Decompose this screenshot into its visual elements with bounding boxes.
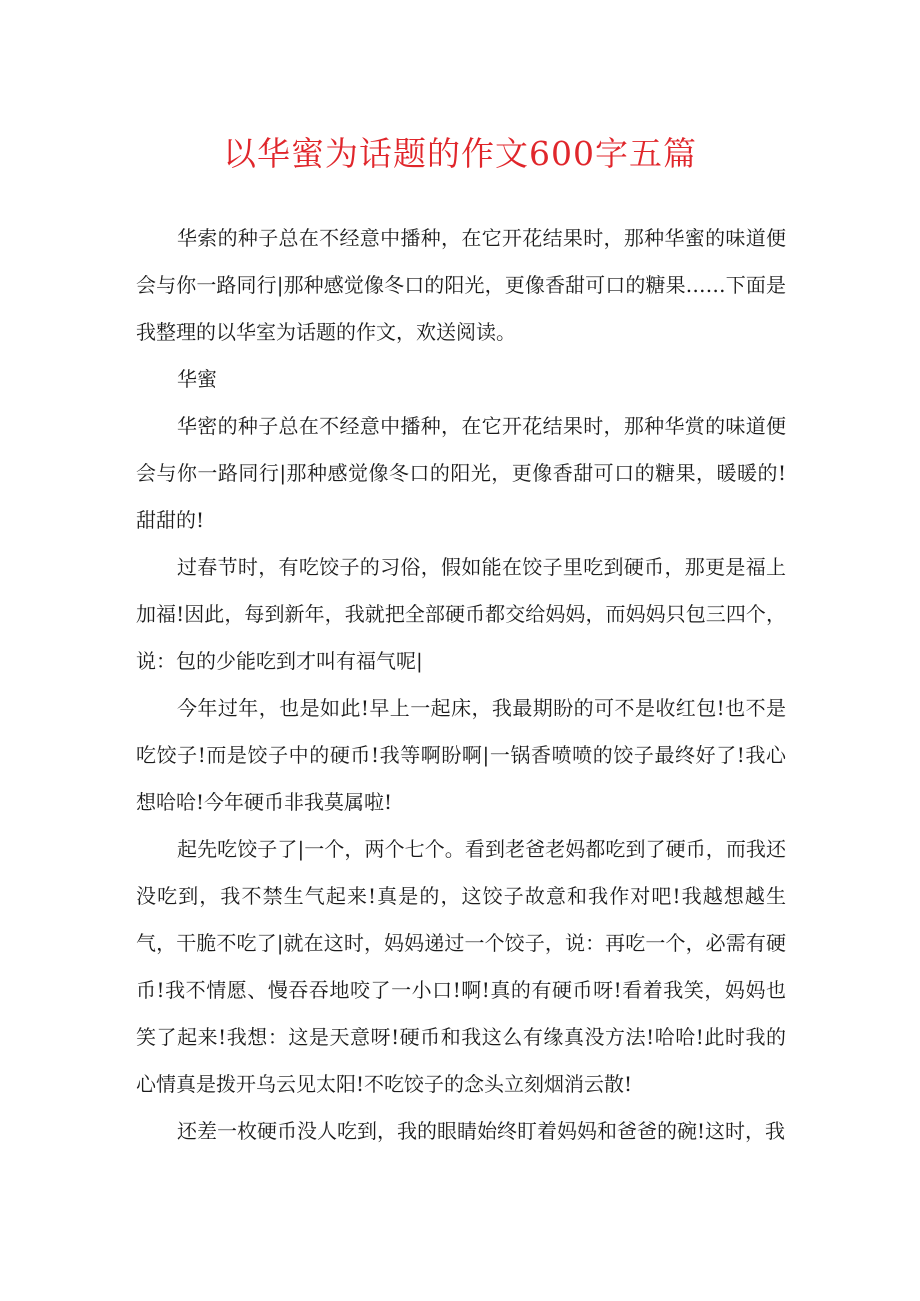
paragraph: 过春节时，有吃饺子的习俗，假如能在饺子里吃到硬币，那更是福上加福!因此，每到新年，我就把全部硬币都交给妈妈，而妈妈只包三四个，说：包的少能吃到才叫有福气呢| (136, 555, 786, 673)
paragraph-subtitle: 华蜜 (177, 367, 217, 391)
paragraph: 今年过年，也是如此!早上一起床，我最期盼的可不是收红包!也不是吃饺子!而是饺子中的硬币!我等啊盼啊|一锅香喷喷的饺子最终好了!我心想哈哈!今年硬币非我莫属啦! (136, 696, 786, 814)
paragraph-intro: 华索的种子总在不经意中播种，在它开花结果时，那种华蜜的味道便会与你一路同行|那种感觉像冬口的阳光，更像香甜可口的糖果……下面是我整理的以华室为话题的作文，欢送阅读。 (136, 226, 786, 344)
paragraph: 起先吃饺子了|一个，两个七个。看到老爸老妈都吃到了硬币，而我还没吃到，我不禁生气起来!真是的，这饺子故意和我作对吧!我越想越生气，干脆不吃了|就在这时，妈妈递过一个饺子，说：再吃一个，必需有硬币!我不情愿、慢吞吞地咬了一小口!啊!真的有硬币呀!看着我笑，妈妈也笑了起来!我想：这是天意呀!硬币和我这么有缘真没方法!哈哈!此时我的心情真是拨开乌云见太阳!不吃饺子的念头立刻烟消云散! (136, 837, 786, 1096)
paragraph: 华密的种子总在不经意中播种，在它开花结果时，那种华赏的味道便会与你一路同行|那种感觉像冬口的阳光，更像香甜可口的糖果，暖暖的!甜甜的! (136, 414, 786, 532)
document-title: 以华蜜为话题的作文600字五篇 (223, 134, 697, 173)
document-body (136, 215, 786, 1155)
paragraph: 还差一枚硬币没人吃到，我的眼睛始终盯着妈妈和爸爸的碗!这时，我 (177, 1119, 786, 1143)
